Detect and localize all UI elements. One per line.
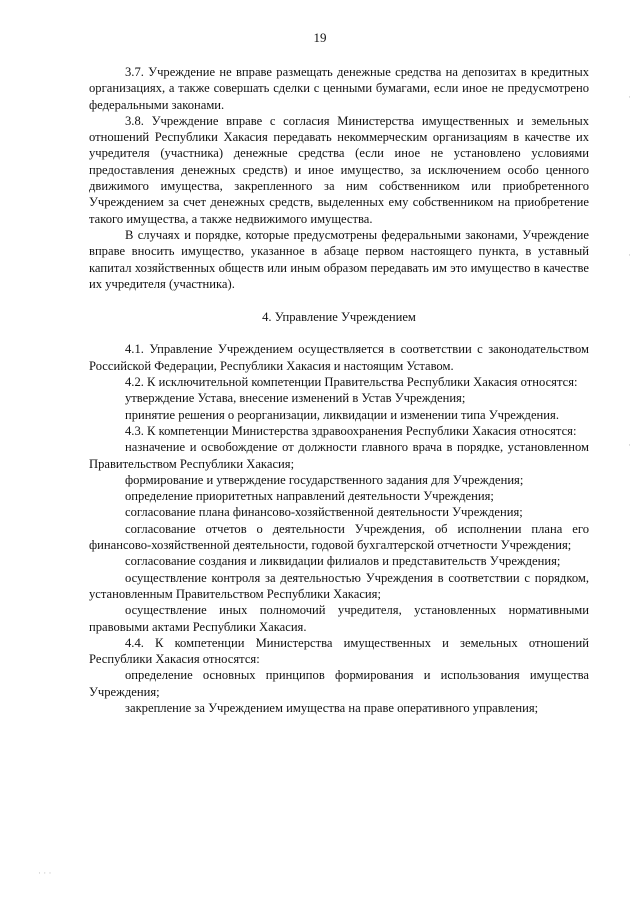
scan-artifact: · · · <box>38 868 52 878</box>
scan-artifact: · <box>628 92 631 102</box>
list-item: осуществление иных полномочий учредителя, установленных нормативными правовыми актами Республики Хакасия. <box>89 603 589 634</box>
list-item: определение основных принципов формирования и использования имущества Учреждения; <box>89 668 589 699</box>
list-item: формирование и утверждение государственного задания для Учреждения; <box>125 472 524 487</box>
list-item: закрепление за Учреждением имущества на праве оперативного управления; <box>125 700 539 715</box>
paragraph-4-2: 4.2. К исключительной компетенции Правительства Республики Хакасия относятся: <box>125 375 578 390</box>
list-item: определение приоритетных направлений деятельности Учреждения; <box>125 489 494 504</box>
list-item: принятие решения о реорганизации, ликвидации и изменении типа Учреждения. <box>125 407 559 422</box>
paragraph-3-8: 3.8. Учреждение вправе с согласия Министерства имущественных и земельных отношений Республики Хакасия передавать некоммерческим организациям в качестве их учредителя (участника) денежные средства (если иное не установлено условиями предоставления денежных средств) и иное имущество, за исключением особо ценного движимого имущества, закрепленного за ним собственником или приобретенного Учреждением за счет денежных средств, выделенных ему собственником на приобретение такого имущества, а также недвижимого имущества. <box>89 113 589 226</box>
paragraph-4-1: 4.1. Управление Учреждением осуществляется в соответствии с законодательством Российской Федерации, Республики Хакасия и настоящим Уставом. <box>89 342 589 373</box>
list-item: согласование плана финансово-хозяйственной деятельности Учреждения; <box>125 505 523 520</box>
page-number: 19 <box>313 30 327 45</box>
list-item: согласование создания и ликвидации филиалов и представительств Учреждения; <box>125 554 561 569</box>
scan-artifact: · <box>628 440 631 450</box>
paragraph-4-3: 4.3. К компетенции Министерства здравоохранения Республики Хакасия относятся: <box>125 423 577 438</box>
section-heading: 4. Управление Учреждением <box>262 310 416 325</box>
paragraph-3-7: 3.7. Учреждение не вправе размещать денежные средства на депозитах в кредитных организациях, а также совершать сделки с ценными бумагами, если иное не предусмотрено федеральными законами. <box>89 65 589 112</box>
list-item: утверждение Устава, внесение изменений в Устав Учреждения; <box>125 391 466 406</box>
document-body <box>89 64 589 716</box>
paragraph-3-8-cont: В случаях и порядке, которые предусмотрены федеральными законами, Учреждение вправе вносить имущество, указанное в абзаце первом настоящего пункта, в уставный капитал хозяйственных обществ или иным образом передавать им это имущество в качестве их учредителя (участника). <box>89 227 589 291</box>
scan-artifact: · <box>628 250 631 260</box>
list-item: осуществление контроля за деятельностью Учреждения в соответствии с порядком, установленным Правительством Республики Хакасия; <box>89 570 589 601</box>
list-item: назначение и освобождение от должности главного врача в порядке, установленном Правительством Республики Хакасия; <box>89 440 589 471</box>
list-item: согласование отчетов о деятельности Учреждения, об исполнении плана его финансово-хозяйственной деятельности, годовой бухгалтерской отчетности Учреждения; <box>89 521 589 553</box>
paragraph-4-4: 4.4. К компетенции Министерства имущественных и земельных отношений Республики Хакасия относятся: <box>89 635 589 667</box>
